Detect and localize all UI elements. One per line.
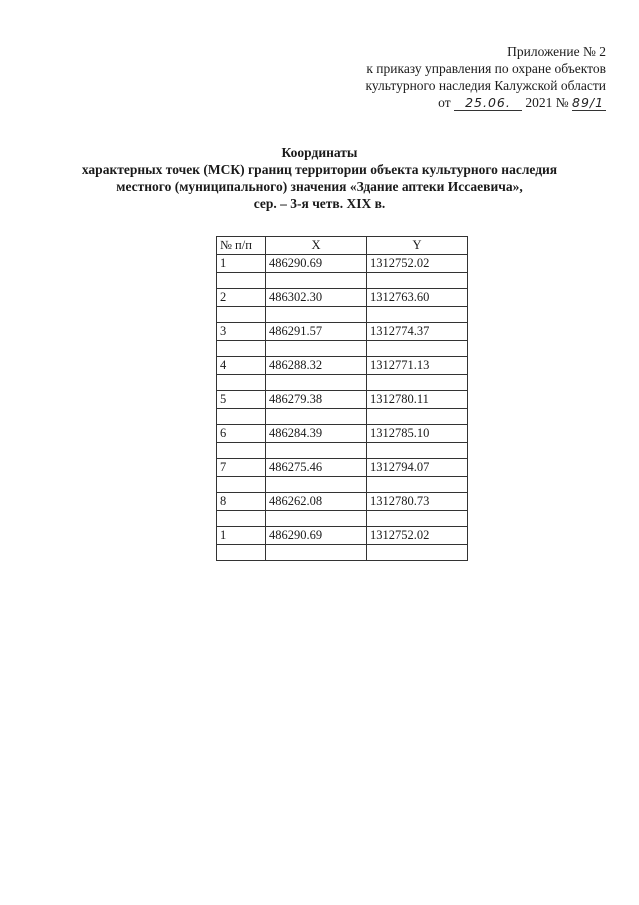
x-coordinate: 486275.46 [266,459,367,477]
y-coordinate: 1312763.60 [367,289,468,307]
y-coordinate: 1312771.13 [367,357,468,375]
point-number: 1 [217,527,266,545]
y-coordinate: 1312752.02 [367,527,468,545]
table-spacer-row [217,341,468,357]
point-number: 6 [217,425,266,443]
table-row [217,527,468,545]
from-label: от [438,95,451,110]
x-coordinate: 486284.39 [266,425,367,443]
header-number: № п/п [217,237,266,255]
table-row [217,459,468,477]
header-x: X [266,237,367,255]
order-date-line [286,94,606,111]
table-spacer-row [217,375,468,391]
point-number: 2 [217,289,266,307]
handwritten-date: 25.06. [454,96,522,111]
title-line-4: сер. – 3-я четв. XIX в. [253,196,386,211]
number-label: № [555,95,569,110]
table-row [217,255,468,273]
table-spacer-row [217,443,468,459]
point-number: 8 [217,493,266,511]
header-y: Y [367,237,468,255]
x-coordinate: 486290.69 [266,255,367,273]
handwritten-order-number: 89/1 [572,95,605,110]
point-number: 4 [217,357,266,375]
order-year: 2021 [525,95,553,110]
point-number: 1 [217,255,266,273]
table-row [217,323,468,341]
title-line-2: характерных точек (МСК) границ территории объекта культурного наследия [81,162,558,177]
point-number: 3 [217,323,266,341]
x-coordinate: 486291.57 [266,323,367,341]
y-coordinate: 1312785.10 [367,425,468,443]
table-spacer-row [217,477,468,493]
order-reference-line: к приказу управления по охране объектов [366,61,606,76]
table-row [217,357,468,375]
table-header-row [217,237,468,255]
authority-line: культурного наследия Калужской области [365,78,606,93]
table-spacer-row [217,409,468,425]
title-line-3: местного (муниципального) значения «Здание аптеки Иссаевича», [116,179,523,194]
x-coordinate: 486288.32 [266,357,367,375]
appendix-number: Приложение № 2 [507,44,606,59]
table-row [217,425,468,443]
document-title [0,144,639,212]
y-coordinate: 1312774.37 [367,323,468,341]
table-spacer-row [217,273,468,289]
x-coordinate: 486262.08 [266,493,367,511]
table-row [217,391,468,409]
table-spacer-row [217,307,468,323]
table-spacer-row [217,511,468,527]
x-coordinate: 486279.38 [266,391,367,409]
x-coordinate: 486290.69 [266,527,367,545]
table-row [217,493,468,511]
point-number: 7 [217,459,266,477]
table-spacer-row [217,545,468,561]
coordinates-table [216,236,468,561]
y-coordinate: 1312780.11 [367,391,468,409]
y-coordinate: 1312794.07 [367,459,468,477]
point-number: 5 [217,391,266,409]
title-heading: Координаты [281,145,358,160]
x-coordinate: 486302.30 [266,289,367,307]
table-row [217,289,468,307]
appendix-header [286,43,606,111]
y-coordinate: 1312780.73 [367,493,468,511]
y-coordinate: 1312752.02 [367,255,468,273]
